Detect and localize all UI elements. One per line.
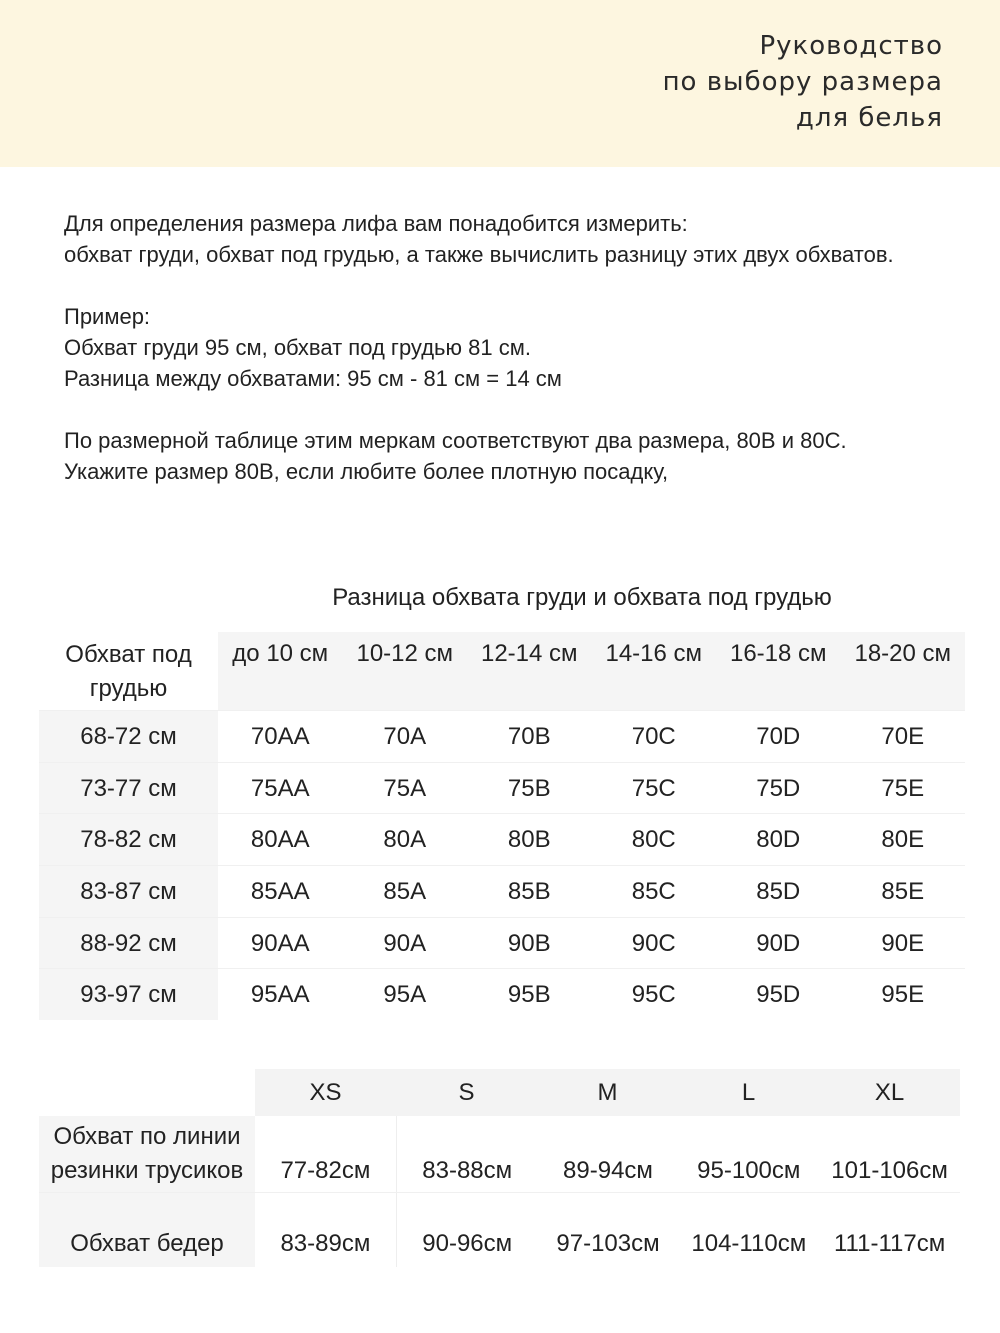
panty-table-corner	[39, 1069, 255, 1116]
bra-size-cell: 75D	[756, 774, 801, 802]
panty-size-cell: 101-106см	[831, 1157, 948, 1184]
bra-size-cell: 75E	[881, 774, 925, 802]
panty-size-cell: 83-88см	[396, 1116, 538, 1192]
bra-row-label: 93-97 см	[39, 969, 218, 1020]
intro-text	[64, 208, 944, 487]
panty-size-cell: 95-100см	[697, 1157, 801, 1184]
bra-column-header: 12-14 см	[467, 632, 592, 710]
header-banner	[0, 0, 1000, 167]
bra-table-caption: Разница обхвата груди и обхвата под грудью	[332, 584, 832, 611]
bra-table-header	[39, 632, 965, 710]
panty-size-cell: 104-110см	[691, 1230, 807, 1257]
panty-column-header: L	[678, 1069, 819, 1116]
bra-column-header: 14-16 см	[592, 632, 717, 710]
panty-column-header: XL	[819, 1069, 960, 1116]
bra-size-cell: 70AA	[250, 723, 310, 750]
intro-line: Обхват груди 95 см, обхват под грудью 81 см.	[64, 335, 531, 360]
bra-size-cell: 95B	[507, 981, 551, 1009]
intro-line: Разница между обхватами: 95 см - 81 см = 14 см	[64, 366, 562, 391]
intro-line: Для определения размера лифа вам понадобится измерить:	[64, 211, 688, 236]
bra-size-cell: 85E	[881, 878, 925, 906]
panty-size-cell: 97-103см	[556, 1230, 660, 1257]
panty-size-cell: 83-89см	[280, 1230, 371, 1257]
bra-size-cell: 85C	[631, 878, 676, 906]
bra-row-label: 68-72 см	[39, 711, 218, 762]
page-title-line: Руководство	[759, 31, 943, 61]
panty-row-label: Обхват бедер	[39, 1193, 255, 1267]
bra-size-cell: 90A	[383, 929, 427, 957]
bra-size-cell: 80E	[881, 826, 925, 854]
page-title	[443, 28, 943, 136]
bra-size-cell: 95E	[881, 981, 925, 1009]
bra-size-cell: 80C	[631, 826, 676, 854]
panty-column-header: S	[396, 1069, 537, 1116]
intro-line: Укажите размер 80B, если любите более плотную посадку,	[64, 459, 669, 484]
table-row	[39, 865, 965, 917]
bra-size-table	[39, 632, 965, 1020]
bra-size-cell: 80B	[507, 826, 551, 854]
bra-row-label: 88-92 см	[39, 918, 218, 969]
intro-line: Пример:	[64, 304, 151, 329]
bra-size-cell: 90D	[756, 929, 801, 957]
bra-size-cell: 90E	[881, 929, 925, 957]
intro-gap	[64, 270, 944, 301]
bra-size-cell: 85AA	[250, 878, 310, 906]
panty-row-label: Обхват по линии резинки трусиков	[39, 1116, 255, 1192]
bra-row-label: 78-82 см	[39, 814, 218, 865]
bra-size-cell: 90C	[631, 929, 676, 957]
bra-size-cell: 75B	[507, 774, 551, 802]
bra-column-header: 18-20 см	[841, 632, 966, 710]
bra-size-cell: 75A	[383, 774, 427, 802]
bra-size-cell: 95D	[756, 981, 801, 1009]
panty-size-cell: 90-96см	[396, 1193, 538, 1267]
panty-size-cell: 89-94см	[563, 1157, 653, 1184]
bra-size-cell: 85D	[756, 878, 801, 906]
bra-size-cell: 85A	[383, 878, 427, 906]
bra-column-header: 10-12 см	[343, 632, 468, 710]
intro-line: По размерной таблице этим меркам соответствуют два размера, 80B и 80C.	[64, 428, 847, 453]
table-row	[39, 917, 965, 969]
bra-size-cell: 95A	[383, 981, 427, 1009]
bra-size-cell: 70B	[507, 723, 551, 750]
bra-size-cell: 95C	[631, 981, 676, 1009]
bra-size-cell: 70C	[631, 723, 676, 750]
page-title-line: для белья	[795, 103, 943, 133]
bra-size-cell: 80AA	[250, 826, 310, 854]
bra-size-cell: 70D	[756, 723, 801, 750]
bra-size-cell: 80A	[383, 826, 427, 854]
table-row	[39, 968, 965, 1020]
bra-size-cell: 70A	[383, 723, 427, 750]
intro-line: обхват груди, обхват под грудью, а также вычислить разницу этих двух обхватов.	[64, 242, 894, 267]
table-row	[39, 1193, 960, 1267]
panty-column-header: XS	[255, 1069, 396, 1116]
bra-size-cell: 90B	[507, 929, 551, 957]
panty-size-table	[39, 1069, 960, 1267]
bra-size-cell: 75AA	[250, 774, 310, 802]
panty-size-cell: 111-117см	[833, 1230, 946, 1257]
table-row	[39, 813, 965, 865]
bra-size-cell: 75C	[631, 774, 676, 802]
bra-table-corner-label: Обхват под грудью	[65, 641, 192, 702]
table-row	[39, 710, 965, 762]
intro-gap	[64, 394, 944, 425]
bra-size-cell: 90AA	[250, 929, 310, 957]
bra-row-label: 83-87 см	[39, 866, 218, 917]
bra-size-cell: 70E	[881, 723, 925, 750]
panty-size-cell: 77-82см	[280, 1157, 371, 1184]
panty-column-header: M	[537, 1069, 678, 1116]
page-title-line: по выбору размера	[662, 67, 943, 97]
panty-table-header	[39, 1069, 960, 1116]
bra-size-cell: 95AA	[250, 981, 310, 1009]
bra-row-label: 73-77 см	[39, 763, 218, 814]
table-row	[39, 762, 965, 814]
bra-column-header: 16-18 см	[716, 632, 841, 710]
table-row	[39, 1116, 960, 1193]
bra-size-cell: 85B	[507, 878, 551, 906]
bra-column-header: до 10 см	[218, 632, 343, 710]
bra-size-cell: 80D	[756, 826, 801, 854]
